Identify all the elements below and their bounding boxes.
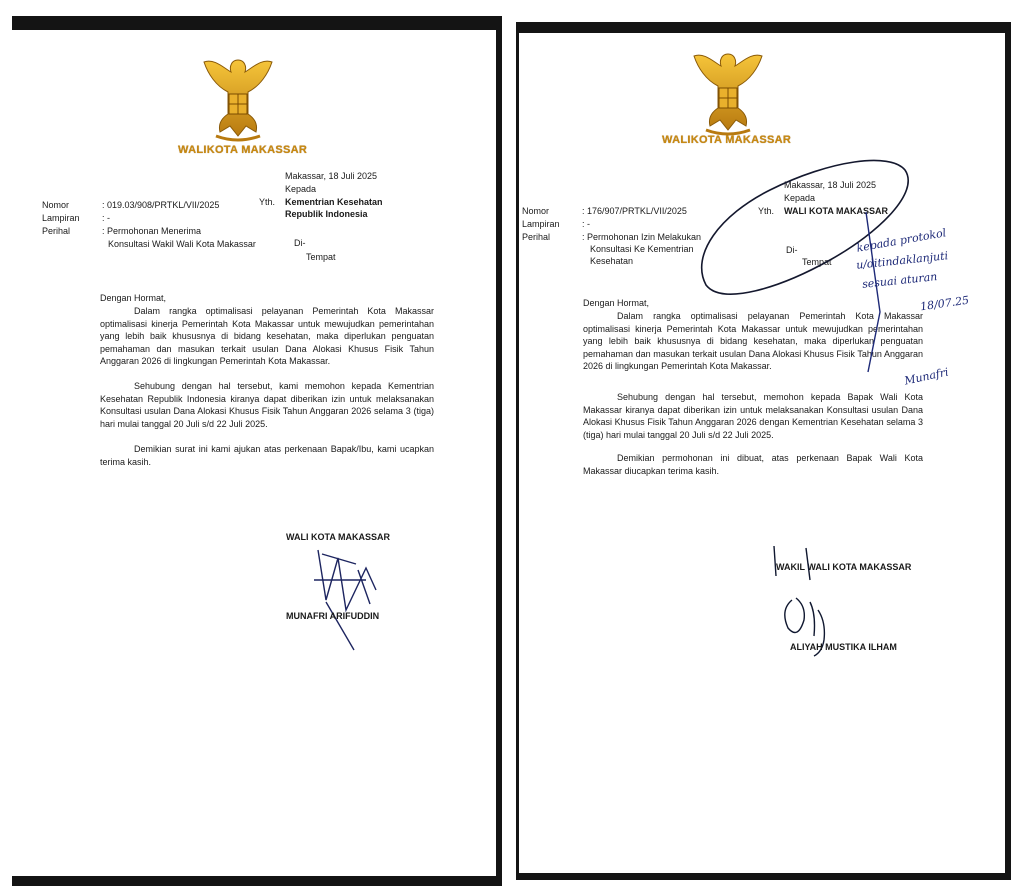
right-perihal-label: Perihal <box>522 232 551 242</box>
right-signatory-title: WAKIL WALI KOTA MAKASSAR <box>776 562 912 572</box>
right-perihal-value-1: : Permohonan Izin Melakukan <box>582 232 702 242</box>
right-perihal-value-3: Kesehatan <box>590 256 634 266</box>
left-greeting: Dengan Hormat, <box>100 293 167 303</box>
right-annotation-date: 18/07.25 <box>919 293 970 314</box>
left-lampiran-label: Lampiran <box>42 213 80 223</box>
left-paragraph-1: Dalam rangka optimalisasi pelayanan Pemerintah Kota Makassar optimalisasi kinerja Pemerintah Kota Makassar untuk mewujudkan pemerintahan yang lebih baik khususnya di bidang kesehatan, maka diperlukan penguatan pemahaman dan masukan terkait usulan Dana Alokasi Khusus Fisik Tahun Anggaran 2026 di lingkungan Pemerintah Kota Makassar. <box>100 306 434 366</box>
right-paragraph-1: Dalam rangka optimalisasi pelayanan Pemerintah Kota Makassar optimalisasi kinerja Pemerintah Kota Makassar untuk mewujudkan pemerintahan yang lebih baik khususnya di bidang kesehatan, maka diperlukan penguatan pemahaman dan masukan terkait usulan Dana Alokasi Khusus Fisik Tahun Anggaran 2026 di lingkungan Pemerintah Kota Makassar. <box>583 311 923 371</box>
left-perihal-value-2: Konsultasi Wakil Wali Kota Makassar <box>108 239 256 249</box>
right-date-line: Makassar, 18 Juli 2025 <box>784 180 877 190</box>
right-lampiran-value: : - <box>582 219 590 229</box>
left-addressee-line-2: Republik Indonesia <box>285 209 368 219</box>
left-signatory-name: MUNAFRI ARIFUDDIN <box>286 611 380 621</box>
left-paragraph-3: Demikian surat ini kami ajukan atas perkenaan Bapak/Ibu, kami ucapkan terima kasih. <box>100 444 434 467</box>
right-lampiran-label: Lampiran <box>522 219 560 229</box>
left-kepada: Kepada <box>285 184 317 194</box>
left-paragraph-2: Sehubung dengan hal tersebut, kami memohon kepada Kementrian Kesehatan Republik Indonesia kiranya dapat diberikan izin untuk melaksanakan Konsultasi usulan Dana Alokasi Khusus Fisik Tahun Anggaran 2026 selama 3 (tiga) hari mulai tanggal 20 Juli s/d 22 Juli 2025. <box>100 381 434 429</box>
left-signatory-title: WALI KOTA MAKASSAR <box>286 532 390 542</box>
right-perihal-value-2: Konsultasi Ke Kementrian <box>590 244 694 254</box>
left-date-line: Makassar, 18 Juli 2025 <box>285 171 378 181</box>
right-paragraph-3: Demikian permohonan ini dibuat, atas perkenaan Bapak Wali Kota Makassar diucapkan terima kasih. <box>583 453 923 476</box>
left-perihal-value-1: : Permohonan Menerima <box>102 226 202 236</box>
right-kepada: Kepada <box>784 193 816 203</box>
right-di: Di- <box>786 245 798 255</box>
left-yth: Yth. <box>259 197 276 207</box>
left-perihal-label: Perihal <box>42 226 71 236</box>
right-nomor-label: Nomor <box>522 206 550 216</box>
right-annotation-line-3: sesuai aturan <box>861 270 938 291</box>
right-addressee-line-1: WALI KOTA MAKASSAR <box>784 206 888 216</box>
left-office-heading: WALIKOTA MAKASSAR <box>178 144 308 156</box>
left-tempat: Tempat <box>306 252 336 262</box>
left-nomor-value: : 019.03/908/PRTKL/VII/2025 <box>102 200 220 210</box>
right-annotation-line-1: kepada protokol <box>855 226 948 255</box>
right-yth: Yth. <box>758 206 775 216</box>
right-office-heading: WALIKOTA MAKASSAR <box>662 134 792 146</box>
left-addressee-line-1: Kementrian Kesehatan <box>285 197 383 207</box>
left-nomor-label: Nomor <box>42 200 70 210</box>
right-paragraph-2: Sehubung dengan hal tersebut, memohon kepada Bapak Wali Kota Makassar kiranya dapat diberikan izin untuk melaksanakan Konsultasi usulan Dana Alokasi Khusus Fisik Tahun Anggaran 2026 dengan Kementrian Kesehatan selama 3 (tiga) hari mulai tanggal 20 Juli s/d 22 Juli 2025. <box>583 392 923 440</box>
left-lampiran-value: : - <box>102 213 110 223</box>
left-di: Di- <box>294 238 306 248</box>
right-tempat: Tempat <box>802 257 832 267</box>
right-annotation-line-2: u/ditindaklanjuti <box>855 249 949 272</box>
right-nomor-value: : 176/907/PRTKL/VII/2025 <box>582 206 687 216</box>
right-signatory-name: ALIYAH MUSTIKA ILHAM <box>790 642 897 652</box>
right-greeting: Dengan Hormat, <box>583 298 650 308</box>
right-annotation-initial: Munafri <box>903 365 950 388</box>
